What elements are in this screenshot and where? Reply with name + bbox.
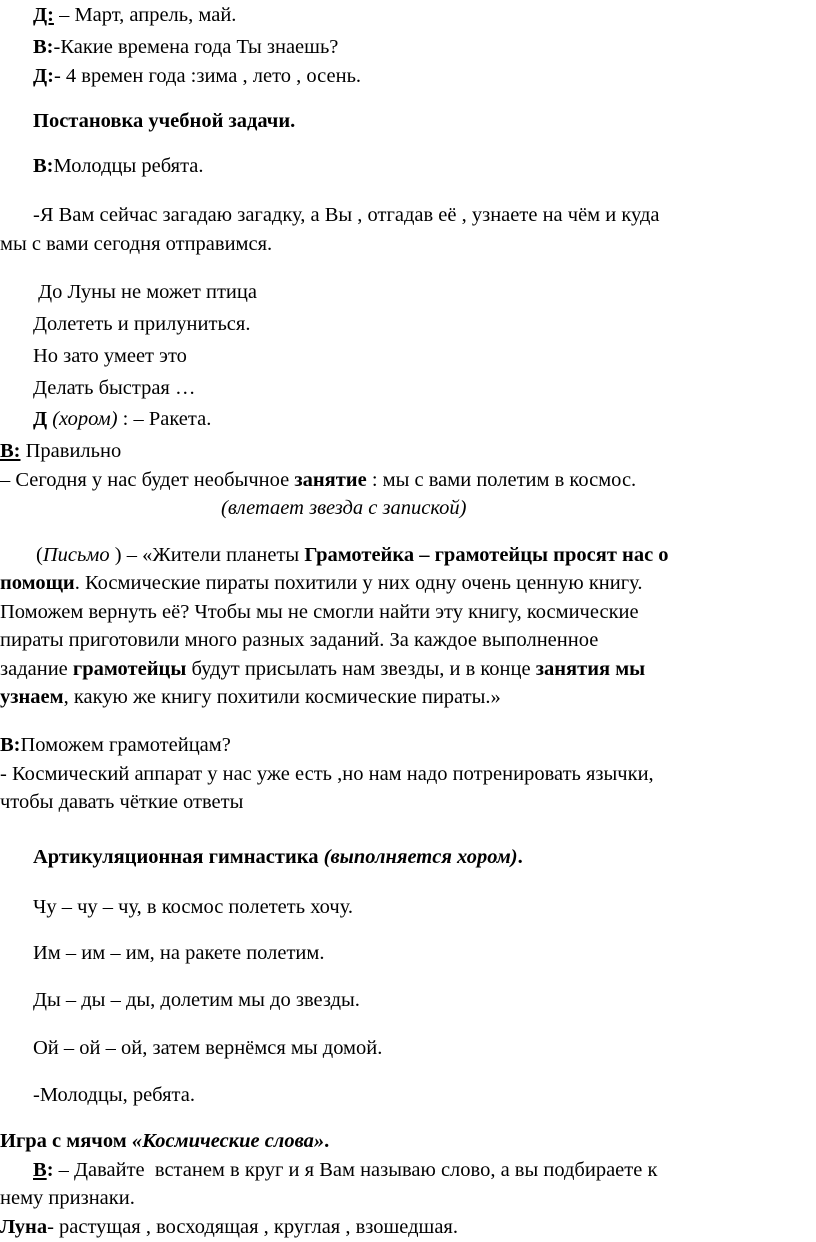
bold-phrase: Грамотейка – грамотейцы просят нас о — [304, 544, 669, 566]
paragraph-line: – Сегодня у нас будет необычное занятие : мы с вами полетим в космос. — [0, 469, 637, 491]
speaker-label: В: — [33, 36, 54, 58]
dialogue-line — [0, 732, 231, 758]
paragraph-line: нему признаки. — [0, 1187, 135, 1209]
dialogue-line — [33, 63, 361, 89]
verse-line: Ой – ой – ой, затем вернёмся мы домой. — [33, 1037, 383, 1059]
bold-word: Луна — [0, 1216, 48, 1238]
verse-line: -Молодцы, ребята. — [33, 1084, 195, 1106]
paragraph-line: -Я Вам сейчас загадаю загадку, а Вы , отгадав её , узнаете на чём и куда — [33, 204, 660, 226]
letter-line: пираты приготовили много разных заданий. За каждое выполненное — [0, 629, 599, 651]
letter-line: узнаем, какую же книгу похитили космические пираты.» — [0, 686, 501, 708]
dialogue-line — [33, 406, 211, 432]
bold-word: помощи — [0, 572, 75, 594]
letter-line: Поможем вернуть её? Чтобы мы не смогли найти эту книгу, космические — [0, 601, 639, 623]
dialogue-line — [33, 153, 204, 179]
riddle-line: Но зато умеет это — [33, 345, 187, 367]
line-text: -Какие времена года Ты знаешь? — [53, 36, 339, 58]
line-text: - 4 времен года :зима , лето , осень. — [53, 65, 362, 87]
speaker-label: В: — [33, 155, 54, 177]
paragraph-line: Луна- растущая , восходящая , круглая , взошедшая. — [0, 1216, 458, 1238]
verse-line: Чу – чу – чу, в космос полететь хочу. — [33, 896, 354, 918]
line-text: Поможем грамотейцам? — [20, 734, 231, 756]
bold-word: узнаем — [0, 686, 64, 708]
dialogue-line: В: – Давайте встанем в круг и я Вам называю слово, а вы подбираете к — [33, 1159, 658, 1181]
bold-word: занятие — [294, 469, 367, 491]
line-text: : – Ракета. — [117, 408, 212, 430]
line-text: – Давайте встанем в круг и я Вам называю слово, а вы подбираете к — [53, 1159, 658, 1181]
paragraph-line: - Космический аппарат у нас уже есть ,но нам надо потренировать язычки, — [0, 763, 654, 785]
speaker-label: В: — [0, 734, 21, 756]
dialogue-line — [33, 2, 236, 28]
paragraph-line: мы с вами сегодня отправимся. — [0, 233, 273, 255]
speaker-label: В — [33, 1159, 47, 1181]
line-text: Правильно — [20, 440, 122, 462]
verse-line: Ды – ды – ды, долетим мы до звезды. — [33, 989, 360, 1011]
riddle-line: Делать быстрая … — [33, 377, 196, 399]
line-text: – Март, апрель, май. — [53, 4, 237, 26]
speaker-label: Д: — [33, 65, 54, 87]
game-heading: Игра с мячом «Космические слова». — [0, 1130, 330, 1152]
letter-line: помощи. Космические пираты похитили у них одну очень ценную книгу. — [0, 572, 643, 594]
stage-note: (влетает звезда с запиской) — [221, 497, 467, 519]
section-heading: Постановка учебной задачи. — [33, 110, 296, 132]
riddle-line: Долететь и прилуниться. — [33, 313, 251, 335]
dialogue-line — [33, 34, 338, 60]
section-heading: Артикуляционная гимнастика (выполняется хором). — [33, 846, 523, 868]
paragraph-line: чтобы давать чёткие ответы — [0, 791, 244, 813]
bold-word: грамотейцы — [72, 658, 187, 680]
letter-line: (Письмо ) – «Жители планеты Грамотейка – грамотейцы просят нас о — [36, 544, 669, 566]
speaker-label: В: — [0, 440, 21, 462]
bold-phrase: занятия мы — [535, 658, 646, 680]
stage-note: Письмо — [42, 544, 115, 566]
dialogue-line — [0, 438, 121, 464]
letter-line: задание грамотейцы будут присылать нам звезды, и в конце занятия мы — [0, 658, 646, 680]
verse-line: Им – им – им, на ракете полетим. — [33, 942, 325, 964]
riddle-line: До Луны не может птица — [33, 281, 257, 303]
stage-note: (хором) — [47, 408, 118, 430]
speaker-label: Д: — [33, 4, 54, 26]
speaker-label: Д — [33, 408, 48, 430]
line-text: Молодцы ребята. — [53, 155, 204, 177]
